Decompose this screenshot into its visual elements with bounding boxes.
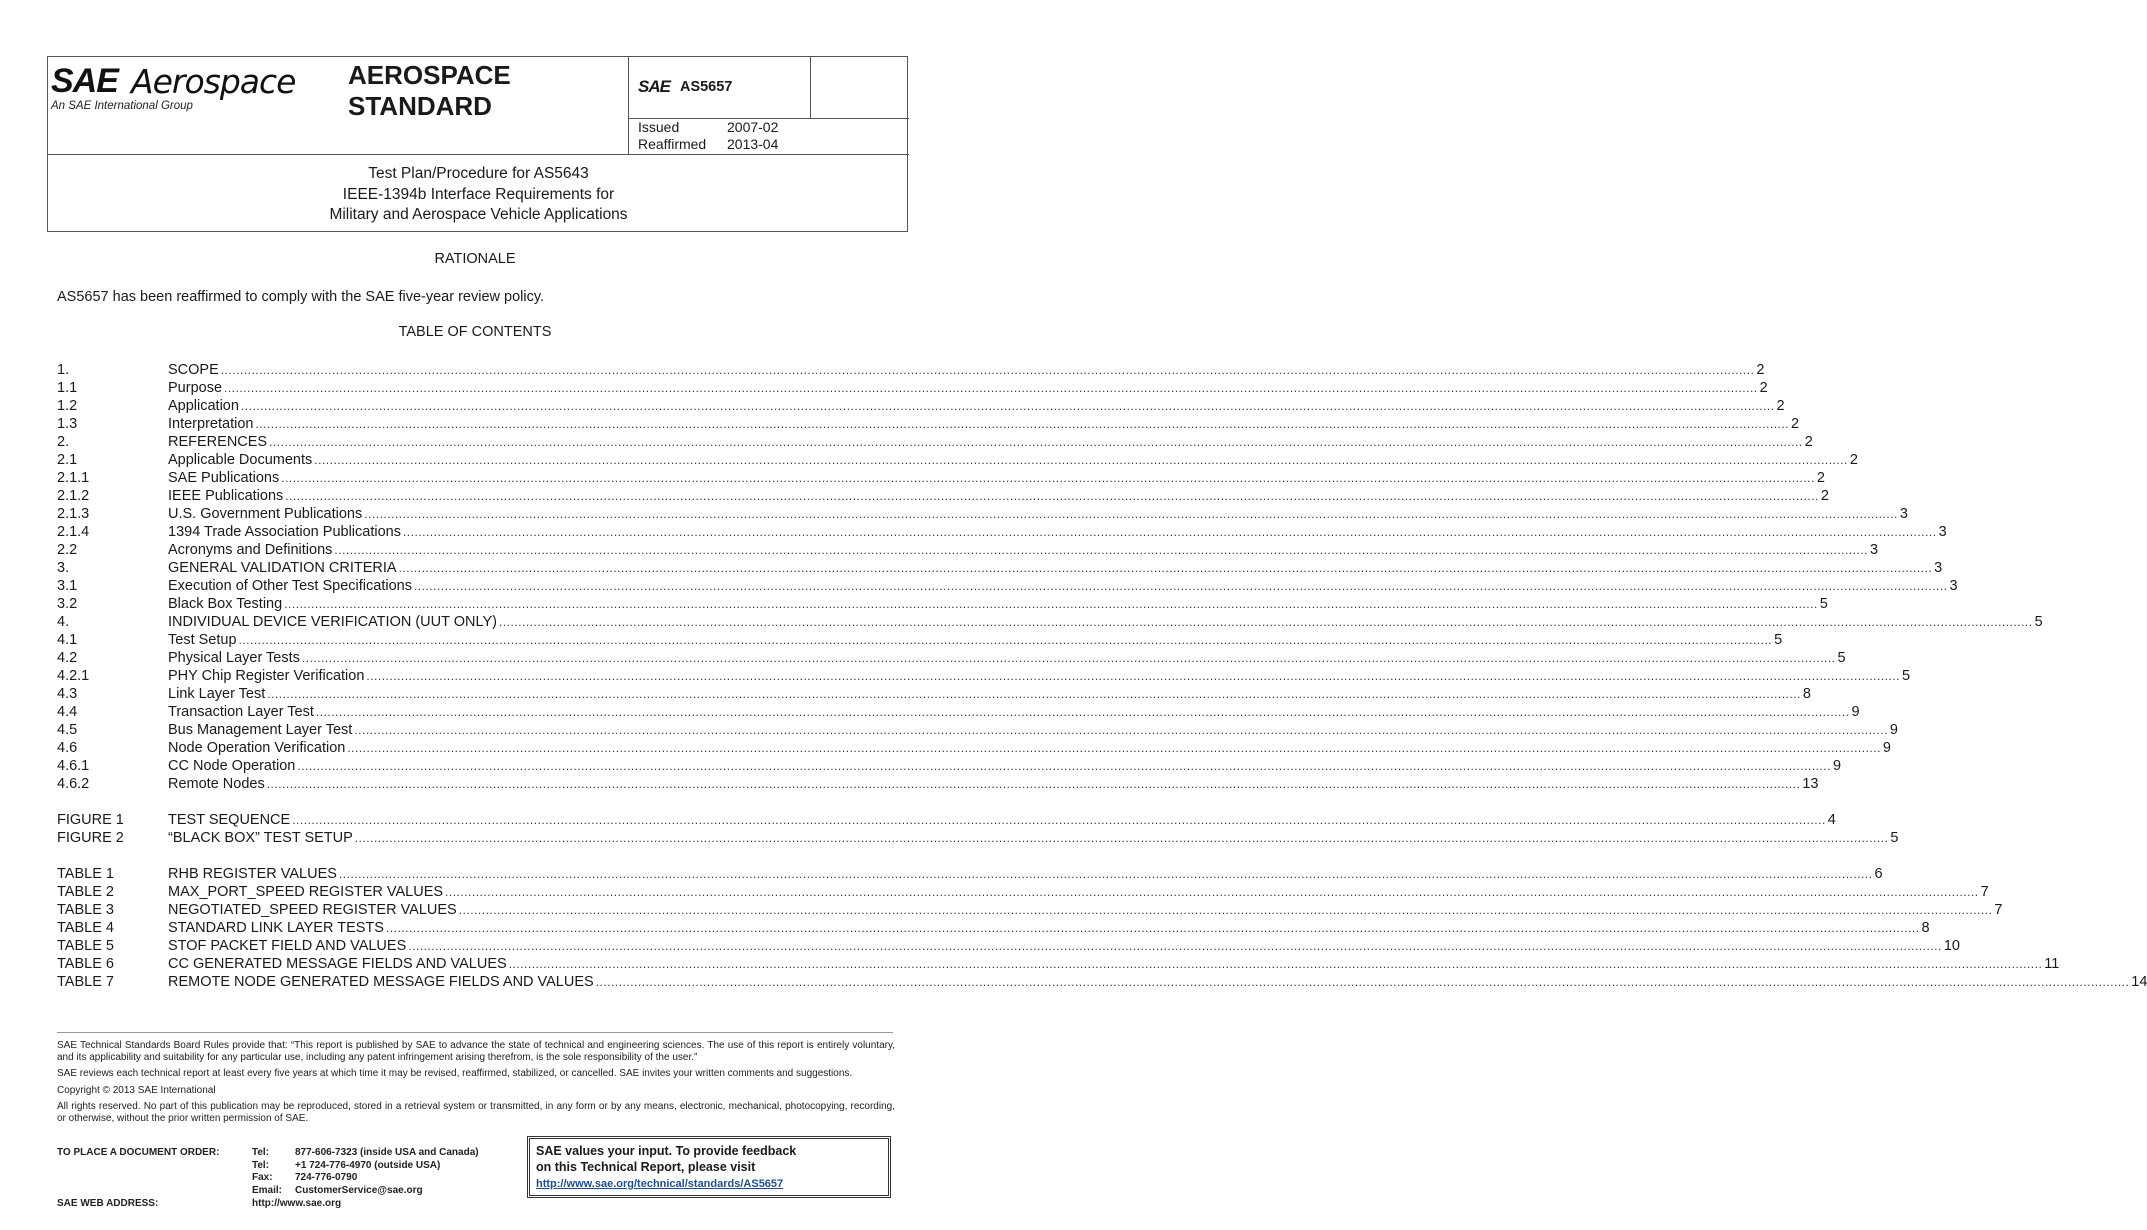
toc-entry[interactable]: [57, 919, 1930, 937]
toc-entry[interactable]: [57, 397, 1785, 415]
rationale-heading: RATIONALE: [434, 251, 516, 267]
toc-entry-title: INDIVIDUAL DEVICE VERIFICATION (UUT ONLY): [168, 614, 497, 630]
toc-leader-dots: ................................................................................................................................................................................................................................................................................................................................................................................................................: [220, 363, 1755, 377]
toc-entry-page: 7: [1980, 884, 1989, 900]
toc-entry[interactable]: [57, 703, 1860, 721]
tel-value: 877-606-7323 (inside USA and Canada): [295, 1147, 479, 1158]
toc-entry-title: Application: [168, 398, 239, 414]
toc-entry-title: GENERAL VALIDATION CRITERIA: [168, 560, 397, 576]
toc-entry-page: 9: [1889, 722, 1898, 738]
tel-label: Tel:: [252, 1147, 270, 1158]
toc-entry-number: TABLE 3: [57, 902, 114, 918]
toc-leader-dots: ................................................................................................................................................................................................................................................................................................................................................................................................................: [266, 777, 1801, 791]
toc-entry-title: IEEE Publications: [168, 488, 284, 504]
standard-title-line: STANDARD: [348, 91, 492, 121]
subject-line: Test Plan/Procedure for AS5643: [368, 165, 589, 182]
toc-entry-title: REFERENCES: [168, 434, 268, 450]
toc-entry-title: Remote Nodes: [168, 776, 265, 792]
toc-leader-dots: ................................................................................................................................................................................................................................................................................................................................................................................................................: [255, 417, 1790, 431]
toc-entry[interactable]: [57, 631, 1783, 649]
toc-entry[interactable]: [57, 829, 1899, 847]
toc-entry-title: Execution of Other Test Specifications: [168, 578, 412, 594]
toc-entry-title: Transaction Layer Test: [168, 704, 314, 720]
toc-entry-title: Link Layer Test: [168, 686, 266, 702]
issued-value: 2007-02: [727, 119, 779, 135]
toc-leader-dots: ................................................................................................................................................................................................................................................................................................................................................................................................................: [508, 957, 2043, 971]
toc-entry-page: 2: [1759, 380, 1768, 396]
toc-leader-dots: ................................................................................................................................................................................................................................................................................................................................................................................................................: [398, 561, 1933, 575]
toc-leader-dots: ................................................................................................................................................................................................................................................................................................................................................................................................................: [364, 507, 1898, 521]
toc-entry-title: MAX_PORT_SPEED REGISTER VALUES: [168, 884, 444, 900]
toc-entry-page: 8: [1802, 686, 1811, 702]
toc-entry-page: 3: [1949, 578, 1958, 594]
toc-entry-number: TABLE 5: [57, 938, 114, 954]
toc-entry-page: 5: [2034, 614, 2043, 630]
toc-entry-page: 3: [1938, 524, 1947, 540]
toc-entry[interactable]: [57, 613, 2043, 631]
issue-dates: [638, 119, 778, 153]
toc-leader-dots: ................................................................................................................................................................................................................................................................................................................................................................................................................: [458, 903, 1993, 917]
toc-entry[interactable]: [57, 721, 1898, 739]
header-divider: [48, 154, 909, 155]
toc-entry-page: 5: [1819, 596, 1828, 612]
document-number: [638, 77, 732, 97]
toc-entry-number: TABLE 6: [57, 956, 114, 972]
toc-entry-number: 1.1: [57, 380, 78, 396]
toc-entry[interactable]: [57, 811, 1836, 829]
toc-entry-title: TEST SEQUENCE: [168, 812, 291, 828]
toc-entry-page: 14: [2131, 974, 2147, 990]
document-header: [47, 56, 908, 232]
toc-entry[interactable]: [57, 901, 2003, 919]
tel2-value: +1 724-776-4970 (outside USA): [295, 1159, 441, 1171]
toc-entry[interactable]: [57, 469, 1825, 487]
toc-entry-page: 7: [1994, 902, 2003, 918]
toc-spacer: [57, 847, 895, 865]
toc-entry[interactable]: [57, 505, 1908, 523]
toc-leader-dots: ................................................................................................................................................................................................................................................................................................................................................................................................................: [315, 705, 1850, 719]
toc-entry[interactable]: [57, 415, 1800, 433]
footer-notice: [57, 1040, 895, 1129]
toc-entry-number: 4.: [57, 614, 70, 630]
order-label: TO PLACE A DOCUMENT ORDER:: [57, 1147, 220, 1158]
toc-entry-number: TABLE 1: [57, 866, 114, 882]
toc-entry-title: Applicable Documents: [168, 452, 313, 468]
tel2-label: Tel:: [252, 1159, 270, 1171]
toc-entry-number: 1.: [57, 362, 70, 378]
toc-entry[interactable]: [57, 739, 1891, 757]
toc-entry-page: 9: [1832, 758, 1842, 774]
email-label: Email:: [252, 1184, 283, 1196]
toc-entry-title: Bus Management Layer Test: [168, 722, 353, 738]
toc-entry-number: 2.1.4: [57, 524, 90, 540]
toc-entry-title: Interpretation: [168, 416, 254, 432]
toc-leader-dots: ................................................................................................................................................................................................................................................................................................................................................................................................................: [366, 669, 1900, 683]
toc-entry-title: STOF PACKET FIELD AND VALUES: [168, 938, 407, 954]
toc-entry[interactable]: [57, 379, 1768, 397]
fax-label: Fax:: [252, 1172, 273, 1183]
toc-entry[interactable]: [57, 685, 1811, 703]
toc-leader-dots: ................................................................................................................................................................................................................................................................................................................................................................................................................: [385, 921, 1920, 935]
feedback-link[interactable]: http://www.sae.org/technical/standards/AS5657: [536, 1178, 784, 1190]
toc-entry-page: 3: [1899, 506, 1908, 522]
toc-leader-dots: ................................................................................................................................................................................................................................................................................................................................................................................................................: [240, 399, 1775, 413]
email-value: CustomerService@sae.org: [295, 1184, 423, 1196]
toc-entry-title: STANDARD LINK LAYER TESTS: [168, 920, 384, 936]
toc-leader-dots: ................................................................................................................................................................................................................................................................................................................................................................................................................: [413, 579, 1948, 593]
toc-leader-dots: ................................................................................................................................................................................................................................................................................................................................................................................................................: [408, 939, 1942, 953]
toc-entry-title: Black Box Testing: [168, 596, 283, 612]
web-address-link[interactable]: http://www.sae.org: [252, 1198, 342, 1209]
toc-leader-dots: ................................................................................................................................................................................................................................................................................................................................................................................................................: [238, 633, 1773, 647]
toc-leader-dots: ................................................................................................................................................................................................................................................................................................................................................................................................................: [347, 741, 1881, 755]
toc-entry-number: 4.6.2: [57, 776, 90, 792]
toc-entry-number: 4.1: [57, 632, 78, 648]
table-of-contents: [57, 361, 2147, 991]
toc-entry[interactable]: [57, 433, 1813, 451]
toc-leader-dots: ................................................................................................................................................................................................................................................................................................................................................................................................................: [269, 435, 1803, 449]
toc-entry-number: 4.6: [57, 740, 78, 756]
toc-leader-dots: ................................................................................................................................................................................................................................................................................................................................................................................................................: [284, 597, 1818, 611]
toc-entry-title: RHB REGISTER VALUES: [168, 866, 337, 882]
toc-entry-title: REMOTE NODE GENERATED MESSAGE FIELDS AND VALUES: [168, 974, 594, 990]
toc-entry-number: TABLE 2: [57, 884, 114, 900]
toc-entry-number: 2.1.2: [57, 488, 90, 504]
web-label: SAE WEB ADDRESS:: [57, 1198, 159, 1209]
sae-aerospace-logo: [51, 62, 351, 117]
reaffirmed-label: Reaffirmed: [638, 136, 707, 152]
subject-line: Military and Aerospace Vehicle Applications: [329, 206, 628, 223]
feedback-text: on this Technical Report, please visit: [536, 1160, 756, 1174]
toc-entry-page: 5: [1774, 632, 1783, 648]
toc-entry-number: 4.2: [57, 650, 78, 666]
rights-text: All rights reserved. No part of this publication may be reproduced, stored in a retrieval system or transmitted, in any form or by any means, electronic, mechanical, photocopying, recording, or otherwise, without the prior written permission of SAE.: [57, 1101, 895, 1124]
toc-entry[interactable]: [57, 955, 2060, 973]
header-divider: [628, 57, 629, 154]
toc-entry-title: Acronyms and Definitions: [168, 542, 333, 558]
toc-entry-page: 9: [1882, 740, 1891, 756]
toc-entry[interactable]: [57, 577, 1958, 595]
standard-title: [348, 60, 511, 122]
toc-entry-number: 3.2: [57, 596, 78, 612]
toc-leader-dots: ................................................................................................................................................................................................................................................................................................................................................................................................................: [292, 813, 1826, 827]
toc-entry-page: 11: [2044, 956, 2060, 972]
toc-entry[interactable]: [57, 541, 1879, 559]
toc-entry-number: FIGURE 1: [57, 812, 124, 828]
review-text: SAE reviews each technical report at least every five years at which time it may be revised, reaffirmed, stabilized, or cancelled. SAE invites your written comments and suggestions.: [57, 1068, 853, 1079]
toc-entry-number: 3.1: [57, 578, 78, 594]
toc-entry-title: SCOPE: [168, 362, 219, 378]
toc-entry[interactable]: [57, 973, 2147, 991]
toc-entry-page: 6: [1874, 866, 1883, 882]
rationale-text: AS5657 has been reaffirmed to comply with the SAE five-year review policy.: [57, 289, 545, 305]
toc-entry-page: 13: [1802, 776, 1819, 792]
toc-entry-page: 2: [1804, 434, 1813, 450]
toc-leader-dots: ................................................................................................................................................................................................................................................................................................................................................................................................................: [334, 543, 1869, 557]
toc-entry[interactable]: [57, 883, 1989, 901]
toc-entry[interactable]: [57, 667, 1911, 685]
toc-leader-dots: ................................................................................................................................................................................................................................................................................................................................................................................................................: [297, 759, 1831, 773]
toc-entry-number: 2.1.3: [57, 506, 90, 522]
toc-entry-page: 2: [1820, 488, 1829, 504]
toc-entry[interactable]: [57, 559, 1943, 577]
toc-entry-title: CC GENERATED MESSAGE FIELDS AND VALUES: [168, 956, 507, 972]
footer-divider: [57, 1032, 893, 1033]
toc-entry-page: 2: [1791, 416, 1800, 432]
toc-leader-dots: ................................................................................................................................................................................................................................................................................................................................................................................................................: [354, 723, 1888, 737]
toc-entry[interactable]: [57, 487, 1829, 505]
toc-entry-title: Physical Layer Tests: [168, 650, 300, 666]
toc-entry[interactable]: [57, 595, 1828, 613]
toc-entry-page: 10: [1943, 938, 1960, 954]
toc-entry[interactable]: [57, 523, 1947, 541]
toc-leader-dots: ................................................................................................................................................................................................................................................................................................................................................................................................................: [338, 867, 1873, 881]
toc-entry-number: 4.4: [57, 704, 78, 720]
toc-entry-number: 4.3: [57, 686, 78, 702]
fax-value: 724-776-0790: [295, 1172, 358, 1183]
rules-text: SAE Technical Standards Board Rules provide that: “This report is published by SAE to advance the state of technical and engineering sciences. The use of this report is entirely voluntary, and its applicability and suitability for any particular use, including any patent infringement arising therefrom, is the sole responsibility of the user.”: [57, 1040, 895, 1063]
toc-leader-dots: ................................................................................................................................................................................................................................................................................................................................................................................................................: [224, 381, 1758, 395]
reaffirmed-value: 2013-04: [727, 136, 779, 152]
toc-leader-dots: ................................................................................................................................................................................................................................................................................................................................................................................................................: [445, 885, 1979, 899]
toc-heading: TABLE OF CONTENTS: [398, 324, 552, 340]
toc-entry-number: 2.2: [57, 542, 78, 558]
toc-entry-number: 2.1: [57, 452, 78, 468]
toc-entry-title: Node Operation Verification: [168, 740, 346, 756]
standard-title-line: AEROSPACE: [348, 60, 511, 90]
toc-entry-number: TABLE 7: [57, 974, 114, 990]
document-subject: [48, 164, 909, 226]
toc-entry-page: 5: [1837, 650, 1846, 666]
toc-entry-page: 2: [1756, 362, 1765, 378]
toc-entry-number: 1.2: [57, 398, 78, 414]
toc-leader-dots: ................................................................................................................................................................................................................................................................................................................................................................................................................: [595, 975, 2130, 989]
toc-entry-page: 3: [1934, 560, 1943, 576]
toc-entry-number: 1.3: [57, 416, 78, 432]
toc-entry[interactable]: [57, 757, 1842, 775]
toc-entry-title: “BLACK BOX” TEST SETUP: [168, 830, 353, 846]
header-divider: [810, 57, 811, 118]
toc-leader-dots: ................................................................................................................................................................................................................................................................................................................................................................................................................: [285, 489, 1819, 503]
feedback-text: SAE values your input. To provide feedback: [536, 1144, 797, 1158]
logo-sae-text: SAE: [51, 62, 118, 100]
toc-entry-number: 4.2.1: [57, 668, 90, 684]
toc-leader-dots: ................................................................................................................................................................................................................................................................................................................................................................................................................: [281, 471, 1815, 485]
toc-leader-dots: ................................................................................................................................................................................................................................................................................................................................................................................................................: [267, 687, 1801, 701]
toc-leader-dots: ................................................................................................................................................................................................................................................................................................................................................................................................................: [301, 651, 1836, 665]
toc-entry-title: PHY Chip Register Verification: [168, 668, 365, 684]
toc-entry-number: 3.: [57, 560, 70, 576]
copyright-text: Copyright © 2013 SAE International: [57, 1084, 216, 1096]
toc-entry-page: 2: [1849, 452, 1858, 468]
toc-leader-dots: ................................................................................................................................................................................................................................................................................................................................................................................................................: [354, 831, 1889, 845]
toc-entry-title: CC Node Operation: [168, 758, 296, 774]
toc-spacer: [57, 793, 895, 811]
toc-leader-dots: ................................................................................................................................................................................................................................................................................................................................................................................................................: [314, 453, 1848, 467]
toc-entry-page: 8: [1921, 920, 1930, 936]
toc-entry-title: 1394 Trade Association Publications: [168, 524, 401, 540]
sae-mini-logo: SAE: [638, 77, 670, 96]
logo-subtitle: An SAE International Group: [51, 100, 193, 112]
toc-entry[interactable]: [57, 937, 1960, 955]
toc-entry-title: U.S. Government Publications: [168, 506, 363, 522]
toc-entry[interactable]: [57, 361, 1765, 379]
toc-entry-title: NEGOTIATED_SPEED REGISTER VALUES: [168, 902, 457, 918]
toc-entry-number: FIGURE 2: [57, 830, 124, 846]
issued-label: Issued: [638, 119, 680, 135]
contact-values: [295, 1147, 535, 1197]
toc-entry-page: 3: [1870, 542, 1879, 558]
toc-entry[interactable]: [57, 865, 1883, 883]
toc-entry-number: 4.5: [57, 722, 78, 738]
toc-leader-dots: ................................................................................................................................................................................................................................................................................................................................................................................................................: [402, 525, 1937, 539]
toc-leader-dots: ................................................................................................................................................................................................................................................................................................................................................................................................................: [498, 615, 2033, 629]
logo-aerospace-text: Aerospace: [131, 62, 296, 101]
toc-entry-title: Test Setup: [168, 632, 237, 648]
toc-entry-title: SAE Publications: [168, 470, 280, 486]
toc-entry-number: TABLE 4: [57, 920, 114, 936]
toc-entry[interactable]: [57, 775, 1819, 793]
feedback-box: [527, 1136, 891, 1198]
toc-entry[interactable]: [57, 649, 1846, 667]
toc-entry-number: 4.6.1: [57, 758, 90, 774]
toc-entry-number: 2.1.1: [57, 470, 90, 486]
toc-entry-page: 5: [1890, 830, 1899, 846]
toc-entry-page: 9: [1851, 704, 1860, 720]
toc-entry-page: 4: [1827, 812, 1836, 828]
toc-entry-page: 2: [1776, 398, 1785, 414]
toc-entry-page: 2: [1816, 470, 1825, 486]
toc-entry-page: 5: [1901, 668, 1911, 684]
document-number-text: AS5657: [679, 79, 733, 95]
toc-entry-number: 2.: [57, 434, 70, 450]
toc-entry[interactable]: [57, 451, 1858, 469]
subject-line: IEEE-1394b Interface Requirements for: [342, 185, 615, 203]
toc-entry-title: Purpose: [168, 380, 223, 396]
